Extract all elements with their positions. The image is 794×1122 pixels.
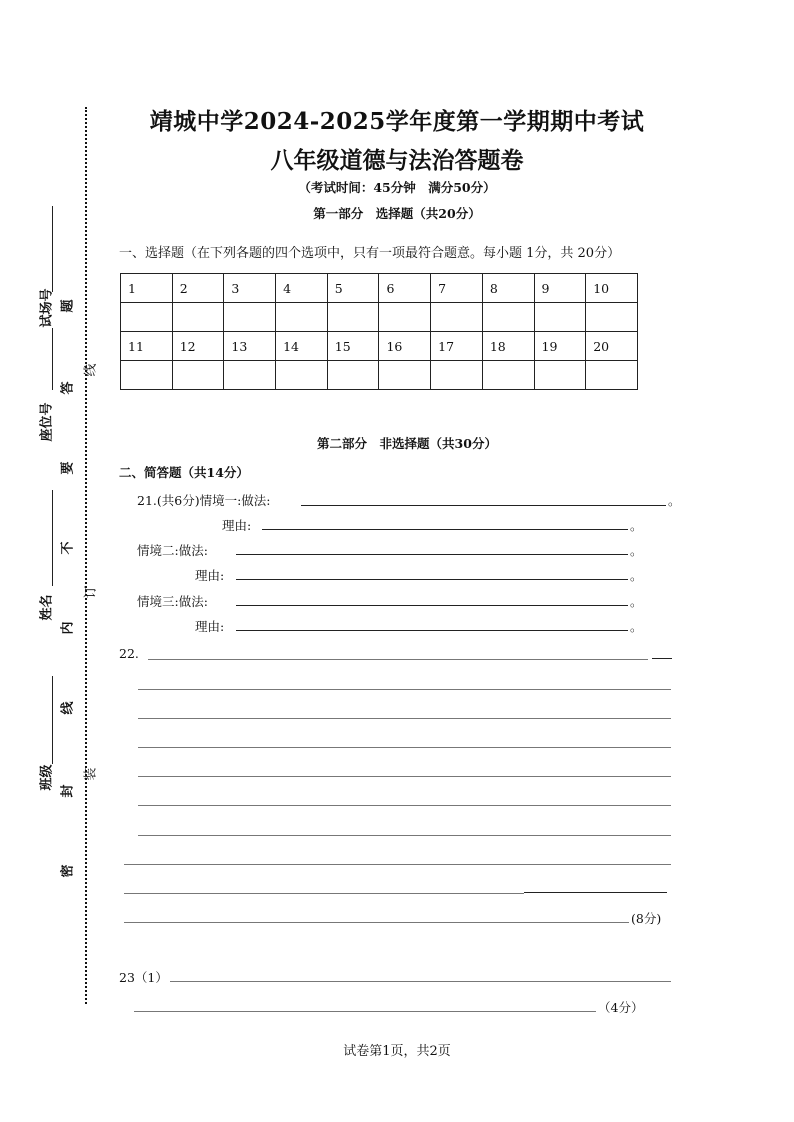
name-label: 姓名	[39, 594, 55, 621]
exam-info: （考试时间：45分钟 满分50分）	[298, 180, 496, 195]
section1-heading: 一、选择题（在下列各题的四个选项中，只有一项最符合题意。每小题 1分，共 20分）	[119, 246, 621, 261]
q21-s1-method-line[interactable]	[301, 505, 666, 506]
part2-heading: 第二部分 非选择题（共30分）	[317, 436, 497, 451]
question-number: 16	[379, 332, 431, 361]
answer-cell[interactable]	[431, 361, 483, 390]
question-number: 8	[482, 274, 534, 303]
answer-cell[interactable]	[121, 361, 173, 390]
seal-char-6: 线	[60, 701, 76, 715]
question-number: 15	[327, 332, 379, 361]
answer-grid-answers-row-1	[121, 303, 638, 332]
q22-label: 22.	[119, 646, 139, 661]
part1-heading: 第一部分 选择题（共20分）	[313, 206, 481, 221]
class-label: 班级	[39, 764, 55, 791]
answer-cell[interactable]	[121, 303, 173, 332]
seat-blank	[52, 328, 53, 390]
q22-answer-line-end	[652, 658, 672, 659]
q21-s2-method-line[interactable]	[236, 554, 628, 555]
seal-char-5: 内	[60, 621, 76, 635]
question-number: 11	[121, 332, 173, 361]
period: 。	[630, 518, 643, 533]
answer-cell[interactable]	[327, 361, 379, 390]
answer-cell[interactable]	[431, 303, 483, 332]
q21-s2-reason-line[interactable]	[236, 579, 628, 580]
exam-title: 靖城中学2024-2025学年度第一学期期中考试	[149, 108, 645, 135]
answer-cell[interactable]	[327, 303, 379, 332]
seal-char-1: 题	[60, 299, 76, 313]
q21-s1-reason-label: 理由:	[222, 518, 252, 533]
q22-answer-line[interactable]	[138, 805, 671, 806]
question-number: 2	[172, 274, 224, 303]
question-number: 14	[276, 332, 328, 361]
answer-cell[interactable]	[534, 303, 586, 332]
seat-label: 座位号	[39, 402, 55, 442]
seal-char-2: 答	[60, 381, 76, 395]
question-number: 5	[327, 274, 379, 303]
question-number: 17	[431, 332, 483, 361]
answer-cell[interactable]	[586, 361, 638, 390]
q22-answer-line[interactable]	[148, 659, 648, 660]
answer-grid	[120, 273, 638, 390]
answer-cell[interactable]	[482, 303, 534, 332]
q22-answer-line[interactable]	[124, 864, 671, 865]
answer-cell[interactable]	[586, 303, 638, 332]
q22-answer-line-end	[524, 892, 667, 893]
question-number: 19	[534, 332, 586, 361]
answer-cell[interactable]	[172, 303, 224, 332]
answer-cell[interactable]	[224, 303, 276, 332]
q21-s2-reason-label: 理由:	[195, 568, 225, 583]
answer-cell[interactable]	[379, 361, 431, 390]
binding-dotted-line	[85, 107, 87, 1004]
answer-grid-numbers-row-1	[121, 274, 638, 303]
q23-label: 23（1）	[119, 970, 168, 985]
period: 。	[630, 568, 643, 583]
q22-answer-line[interactable]	[138, 718, 671, 719]
question-number: 1	[121, 274, 173, 303]
class-blank	[52, 676, 53, 764]
q21-label: 21.(共6分)情境一:做法:	[137, 493, 271, 508]
period: 。	[630, 594, 643, 609]
seal-char-3: 要	[60, 461, 76, 475]
q23-answer-line[interactable]	[170, 981, 671, 982]
dot-char-1: 线	[83, 363, 99, 377]
paper-title: 八年级道德与法治答题卷	[270, 147, 524, 174]
answer-cell[interactable]	[224, 361, 276, 390]
question-number: 13	[224, 332, 276, 361]
period: 。	[630, 619, 643, 634]
q21-s3-method-label: 情境三:做法:	[137, 594, 208, 609]
q21-s3-reason-line[interactable]	[236, 630, 628, 631]
answer-cell[interactable]	[534, 361, 586, 390]
dot-char-2: 订	[83, 585, 99, 599]
question-number: 18	[482, 332, 534, 361]
q21-s3-method-line[interactable]	[236, 605, 628, 606]
answer-cell[interactable]	[276, 361, 328, 390]
q22-answer-line[interactable]	[138, 689, 671, 690]
question-number: 6	[379, 274, 431, 303]
dot-char-3: 装	[83, 767, 99, 781]
exam-room-label: 试场号	[39, 288, 55, 328]
name-blank	[52, 490, 53, 586]
answer-cell[interactable]	[276, 303, 328, 332]
answer-grid-answers-row-2	[121, 361, 638, 390]
q21-s2-method-label: 情境二:做法:	[137, 543, 208, 558]
seal-char-8: 密	[60, 864, 76, 878]
q22-answer-line[interactable]	[138, 747, 671, 748]
period: 。	[668, 493, 681, 508]
q21-s3-reason-label: 理由:	[195, 619, 225, 634]
question-number: 10	[586, 274, 638, 303]
q21-s1-reason-line[interactable]	[262, 529, 628, 530]
answer-cell[interactable]	[379, 303, 431, 332]
seal-char-4: 不	[60, 541, 76, 555]
q23-answer-line[interactable]	[134, 1011, 596, 1012]
question-number: 7	[431, 274, 483, 303]
q22-answer-line[interactable]	[124, 893, 524, 894]
question-number: 9	[534, 274, 586, 303]
question-number: 4	[276, 274, 328, 303]
question-number: 3	[224, 274, 276, 303]
q22-answer-line[interactable]	[124, 922, 629, 923]
question-number: 20	[586, 332, 638, 361]
period: 。	[630, 543, 643, 558]
page-footer: 试卷第1页，共2页	[343, 1044, 451, 1059]
question-number: 12	[172, 332, 224, 361]
answer-grid-numbers-row-2	[121, 332, 638, 361]
q22-answer-line[interactable]	[138, 835, 671, 836]
seal-char-7: 封	[60, 784, 76, 798]
q23-score: （4分）	[598, 1000, 644, 1015]
q22-answer-line[interactable]	[138, 776, 671, 777]
answer-cell[interactable]	[482, 361, 534, 390]
answer-cell[interactable]	[172, 361, 224, 390]
q22-score: (8分)	[631, 911, 662, 926]
section2-heading: 二、简答题（共14分）	[119, 465, 249, 480]
